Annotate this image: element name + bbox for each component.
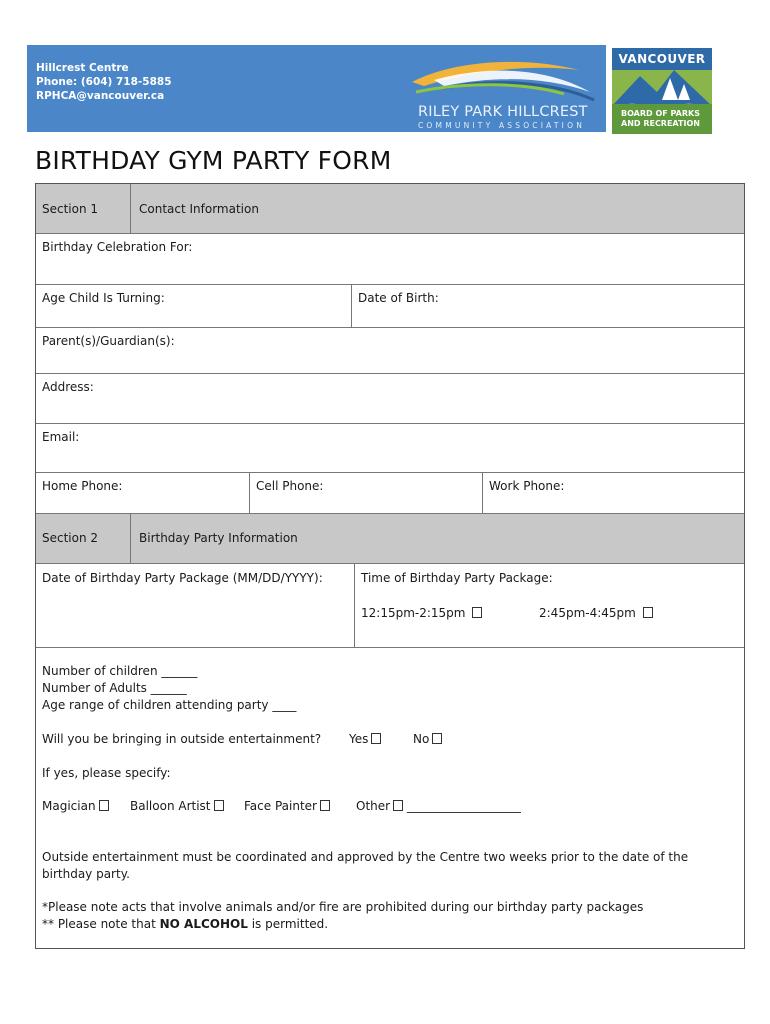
vancouver-logo-title: VANCOUVER <box>612 48 712 70</box>
party-date-field[interactable] <box>36 564 354 647</box>
form-title: BIRTHDAY GYM PARTY FORM <box>35 146 392 175</box>
ent-option-other-line[interactable]: ___________________ <box>406 799 521 813</box>
ent-option-magician-label: Magician <box>42 799 96 813</box>
section2-number: Section 2 <box>42 531 99 545</box>
centre-email: RPHCA@vancouver.ca <box>36 90 165 102</box>
section2-heading: Birthday Party Information <box>139 531 298 545</box>
address-label: Address: <box>42 380 94 394</box>
work-phone-field[interactable] <box>482 473 744 513</box>
age-dob-row <box>36 285 744 328</box>
guardians-label: Parent(s)/Guardian(s): <box>42 334 175 348</box>
parks-board-label <box>612 104 712 134</box>
time-option-late-label: 2:45pm-4:45pm <box>539 606 636 620</box>
if-yes-specify: If yes, please specify: <box>42 766 171 780</box>
section1-header <box>36 184 744 234</box>
alcohol-note-suffix: is permitted. <box>251 917 329 931</box>
party-time-cell <box>354 564 744 647</box>
entertainment-no[interactable] <box>413 731 442 748</box>
ent-option-balloon-label: Balloon Artist <box>130 799 211 813</box>
section1-heading: Contact Information <box>139 202 259 216</box>
cell-phone-label: Cell Phone: <box>256 479 324 493</box>
section1-number: Section 1 <box>42 202 99 216</box>
entertainment-question: Will you be bringing in outside entertainment? <box>42 732 322 746</box>
ent-option-balloon-checkbox[interactable] <box>214 800 224 811</box>
home-phone-field[interactable] <box>36 473 249 513</box>
alcohol-note-bold: NO ALCOHOL <box>159 917 248 931</box>
animals-fire-note: *Please note acts that involve animals and/or fire are prohibited during our birthday party packages <box>42 900 644 914</box>
package-row <box>36 564 744 648</box>
party-time-label: Time of Birthday Party Package: <box>361 571 553 585</box>
work-phone-label: Work Phone: <box>489 479 565 493</box>
email-field[interactable] <box>36 424 744 473</box>
ent-option-other-label: Other <box>356 799 391 813</box>
parks-board-line1: BOARD OF PARKS <box>621 109 700 118</box>
age-turning-field[interactable] <box>36 285 351 327</box>
centre-name: Hillcrest Centre <box>36 62 129 74</box>
celebration-for-field[interactable] <box>36 234 744 285</box>
home-phone-label: Home Phone: <box>42 479 123 493</box>
entertainment-yes[interactable] <box>349 731 381 748</box>
ent-option-face-painter-checkbox[interactable] <box>320 800 330 811</box>
association-subtitle: COMMUNITY ASSOCIATION <box>418 121 585 130</box>
age-range-line[interactable]: Age range of children attending party ____ <box>42 698 297 712</box>
ent-option-face-painter[interactable] <box>244 798 330 815</box>
time-option-early-checkbox[interactable] <box>472 607 482 618</box>
date-of-birth-field[interactable] <box>351 285 744 327</box>
coordination-note: Outside entertainment must be coordinated and approved by the Centre two weeks prior to the date of the birthday party. <box>42 850 689 881</box>
cell-phone-field[interactable] <box>249 473 482 513</box>
time-option-late[interactable] <box>539 606 653 620</box>
num-children-line[interactable]: Number of children ______ <box>42 664 198 678</box>
party-date-label: Date of Birthday Party Package (MM/DD/YYYY): <box>42 571 323 585</box>
ent-option-face-painter-label: Face Painter <box>244 799 317 813</box>
celebration-for-label: Birthday Celebration For: <box>42 240 193 254</box>
age-turning-label: Age Child Is Turning: <box>42 291 165 305</box>
address-field[interactable] <box>36 374 744 424</box>
section1-heading-cell <box>130 184 744 233</box>
phones-row <box>36 473 744 514</box>
alcohol-note-prefix: ** Please note that <box>42 917 156 931</box>
centre-phone: Phone: (604) 718-5885 <box>36 76 172 88</box>
ent-option-other-checkbox[interactable] <box>393 800 403 811</box>
time-option-early-label: 12:15pm-2:15pm <box>361 606 466 620</box>
section2-heading-cell <box>130 514 744 563</box>
association-name: RILEY PARK HILLCREST <box>418 104 588 120</box>
party-form <box>35 183 745 949</box>
entertainment-yes-checkbox[interactable] <box>371 733 381 744</box>
entertainment-no-label: No <box>413 732 430 746</box>
email-label: Email: <box>42 430 80 444</box>
ent-option-other[interactable] <box>356 798 521 815</box>
centre-contact <box>36 61 236 103</box>
entertainment-no-checkbox[interactable] <box>432 733 442 744</box>
time-option-late-checkbox[interactable] <box>643 607 653 618</box>
date-of-birth-label: Date of Birth: <box>358 291 439 305</box>
guardians-field[interactable] <box>36 328 744 374</box>
section2-header <box>36 514 744 564</box>
ent-option-balloon[interactable] <box>130 798 224 815</box>
num-adults-line[interactable]: Number of Adults ______ <box>42 681 187 695</box>
parks-board-line2: AND RECREATION <box>621 119 700 128</box>
ent-option-magician[interactable] <box>42 798 109 815</box>
entertainment-yes-label: Yes <box>349 732 369 746</box>
ent-option-magician-checkbox[interactable] <box>99 800 109 811</box>
time-option-early[interactable] <box>361 606 482 620</box>
alcohol-note <box>42 916 328 933</box>
